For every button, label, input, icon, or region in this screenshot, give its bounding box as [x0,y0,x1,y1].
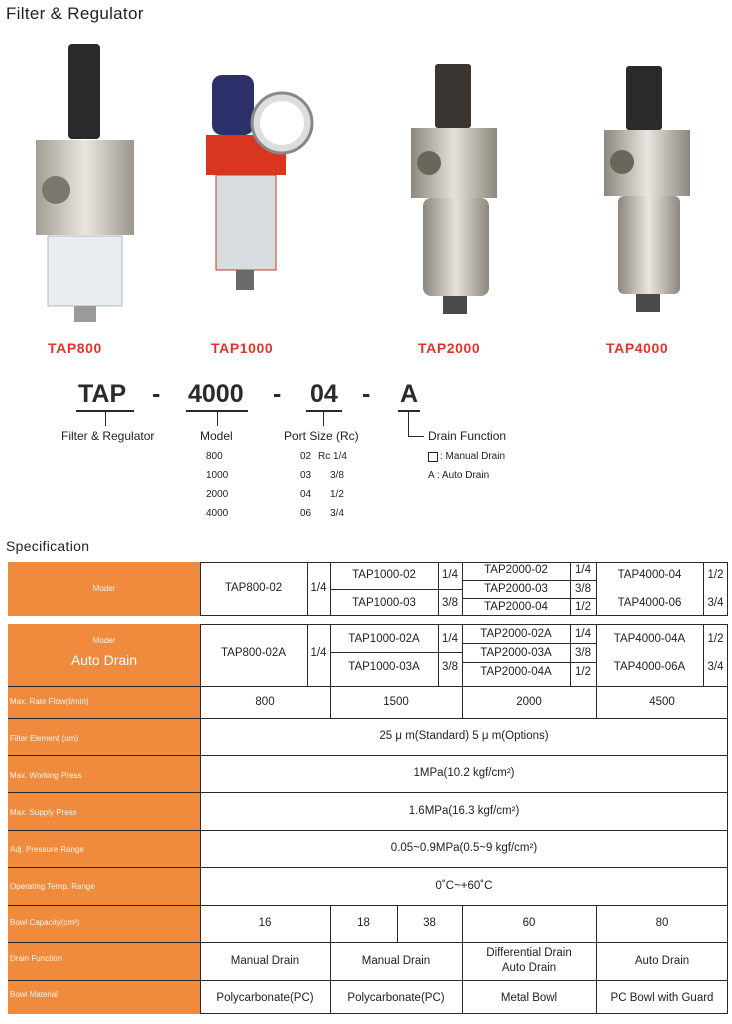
product-caption-tap800: TAP800 [48,340,102,356]
model-cell: TAP800-02A [221,647,286,659]
tick-series [105,412,106,426]
label-temp: Operating Temp. Range [10,882,95,891]
model-cell: TAP1000-02 [352,569,416,581]
size-cell: 3/4 [707,661,724,673]
page-title: Filter & Regulator [6,4,144,23]
size-cell: 1/2 [575,601,591,613]
tap4000-product-image [598,62,698,322]
bowl-material: Metal Bowl [500,992,558,1004]
size-cell: 1/2 [575,666,591,678]
port-code: 06 [300,508,312,519]
size-cell: 3/4 [707,597,724,609]
label-filter: Filter Element (um) [10,734,79,743]
size-cell: 1/4 [442,569,458,581]
tick-drain-elbow [408,436,424,437]
label-working: Max. Working Press [10,771,82,780]
product-caption-tap2000: TAP2000 [418,340,481,356]
code-dash-1: - [152,380,161,408]
label-drain: Drain Function [10,954,63,963]
code-port: 04 [310,380,338,408]
checkbox-icon [428,452,438,462]
code-model: 4000 [188,380,244,408]
drain-function: Manual Drain [230,955,300,967]
model-cell: TAP1000-02A [348,633,420,645]
bowl-capacity: 80 [655,917,669,929]
size-cell: 1/2 [707,569,724,581]
model-option: 800 [206,451,223,462]
flow-value: 4500 [649,696,675,708]
model-cell: TAP1000-03 [352,597,416,609]
drain-function: Auto Drain [634,955,690,967]
model-cell: TAP800-02 [224,582,283,594]
label-model: Model [200,429,233,443]
code-dash-3: - [362,380,371,408]
tap800-product-image [30,40,140,330]
row-label-moder: Moder [92,636,116,645]
model-cell: TAP4000-04A [613,633,686,645]
filter-value: 25 μ m(Standard) 5 μ m(Options) [379,730,549,742]
tap1000-product-image [200,55,320,305]
flow-value: 1500 [383,696,409,708]
size-cell: 3/8 [442,661,458,673]
model-cell: TAP4000-06 [617,597,682,609]
label-adj: Adj. Pressure Range [10,845,84,854]
label-bowl: Bowl Capacity(cm³) [10,918,80,927]
size-cell: 1/4 [310,647,327,659]
label-drain: Drain Function [428,429,507,443]
supply-press-value: 1.6MPa(16.3 kgf/cm²) [408,805,520,817]
model-cell: TAP2000-03 [484,583,548,595]
size-cell: 1/4 [310,582,327,594]
row-label-moder: Moder [92,584,116,593]
bowl-capacity: 60 [522,917,536,929]
tick-model [217,412,218,426]
model-cell: TAP4000-04 [617,569,682,581]
model-option: 2000 [206,489,229,500]
section-title: Specification [6,538,90,554]
underline-drain [398,410,420,412]
label-port: Port Size (Rc) [284,429,359,443]
bowl-capacity: 16 [258,917,272,929]
size-cell: 1/2 [707,633,724,645]
bowl-capacity: 18 [357,917,370,929]
port-code: 03 [300,470,312,481]
port-code: 04 [300,489,312,500]
model-cell: TAP2000-02 [484,564,548,576]
row-label-auto-drain: Auto Drain [70,652,138,668]
label-material: Bowl Material [10,990,59,999]
flow-value: 800 [255,696,275,708]
model-cell: TAP2000-03A [480,647,552,659]
size-cell: 3/8 [575,647,591,659]
product-caption-tap1000: TAP1000 [211,340,274,356]
tick-drain [408,412,409,436]
tap2000-product-image [405,60,505,320]
port-size: Rc 1/4 [318,451,347,462]
size-cell: 3/8 [442,597,458,609]
size-cell: 1/4 [575,628,591,640]
port-size: 3/4 [330,508,344,519]
bowl-material: PC Bowl with Guard [610,992,714,1004]
model-cell: TAP2000-04 [484,601,548,613]
product-caption-tap4000: TAP4000 [606,340,669,356]
pressure-range-value: 0.05~0.9MPa(0.5~9 kgf/cm²) [390,842,538,854]
code-series: TAP [78,380,127,408]
size-cell: 1/4 [575,564,591,576]
drain-option: A : Auto Drain [428,470,490,481]
bowl-material: Polycarbonate(PC) [347,992,445,1004]
underline-port [306,410,342,412]
port-size: 3/8 [330,470,344,481]
drain-option: : Manual Drain [440,451,506,462]
size-cell: 3/8 [575,583,591,595]
label-flow: Max. Rate Flow(ℓ/min) [10,697,89,706]
code-drain: A [400,380,419,408]
temp-range-value: 0˚C~+60˚C [435,880,493,892]
tick-port [323,412,324,426]
port-code: 02 [300,451,312,462]
label-series: Filter & Regulator [61,429,155,443]
drain-function: Differential Drain Auto Drain [486,947,572,974]
model-cell: TAP1000-03A [348,661,420,673]
port-size: 1/2 [330,489,344,500]
flow-value: 2000 [516,696,542,708]
drain-function: Manual Drain [361,955,431,967]
model-cell: TAP2000-04A [480,666,552,678]
model-cell: TAP4000-06A [613,661,686,673]
model-option: 4000 [206,508,229,519]
working-press-value: 1MPa(10.2 kgf/cm²) [413,767,515,779]
code-dash-2: - [273,380,282,408]
size-cell: 1/4 [442,633,458,645]
bowl-capacity: 38 [423,917,436,929]
model-option: 1000 [206,470,229,481]
label-supply: Max. Supply Press [10,808,77,817]
model-cell: TAP2000-02A [480,628,552,640]
bowl-material: Polycarbonate(PC) [216,992,314,1004]
